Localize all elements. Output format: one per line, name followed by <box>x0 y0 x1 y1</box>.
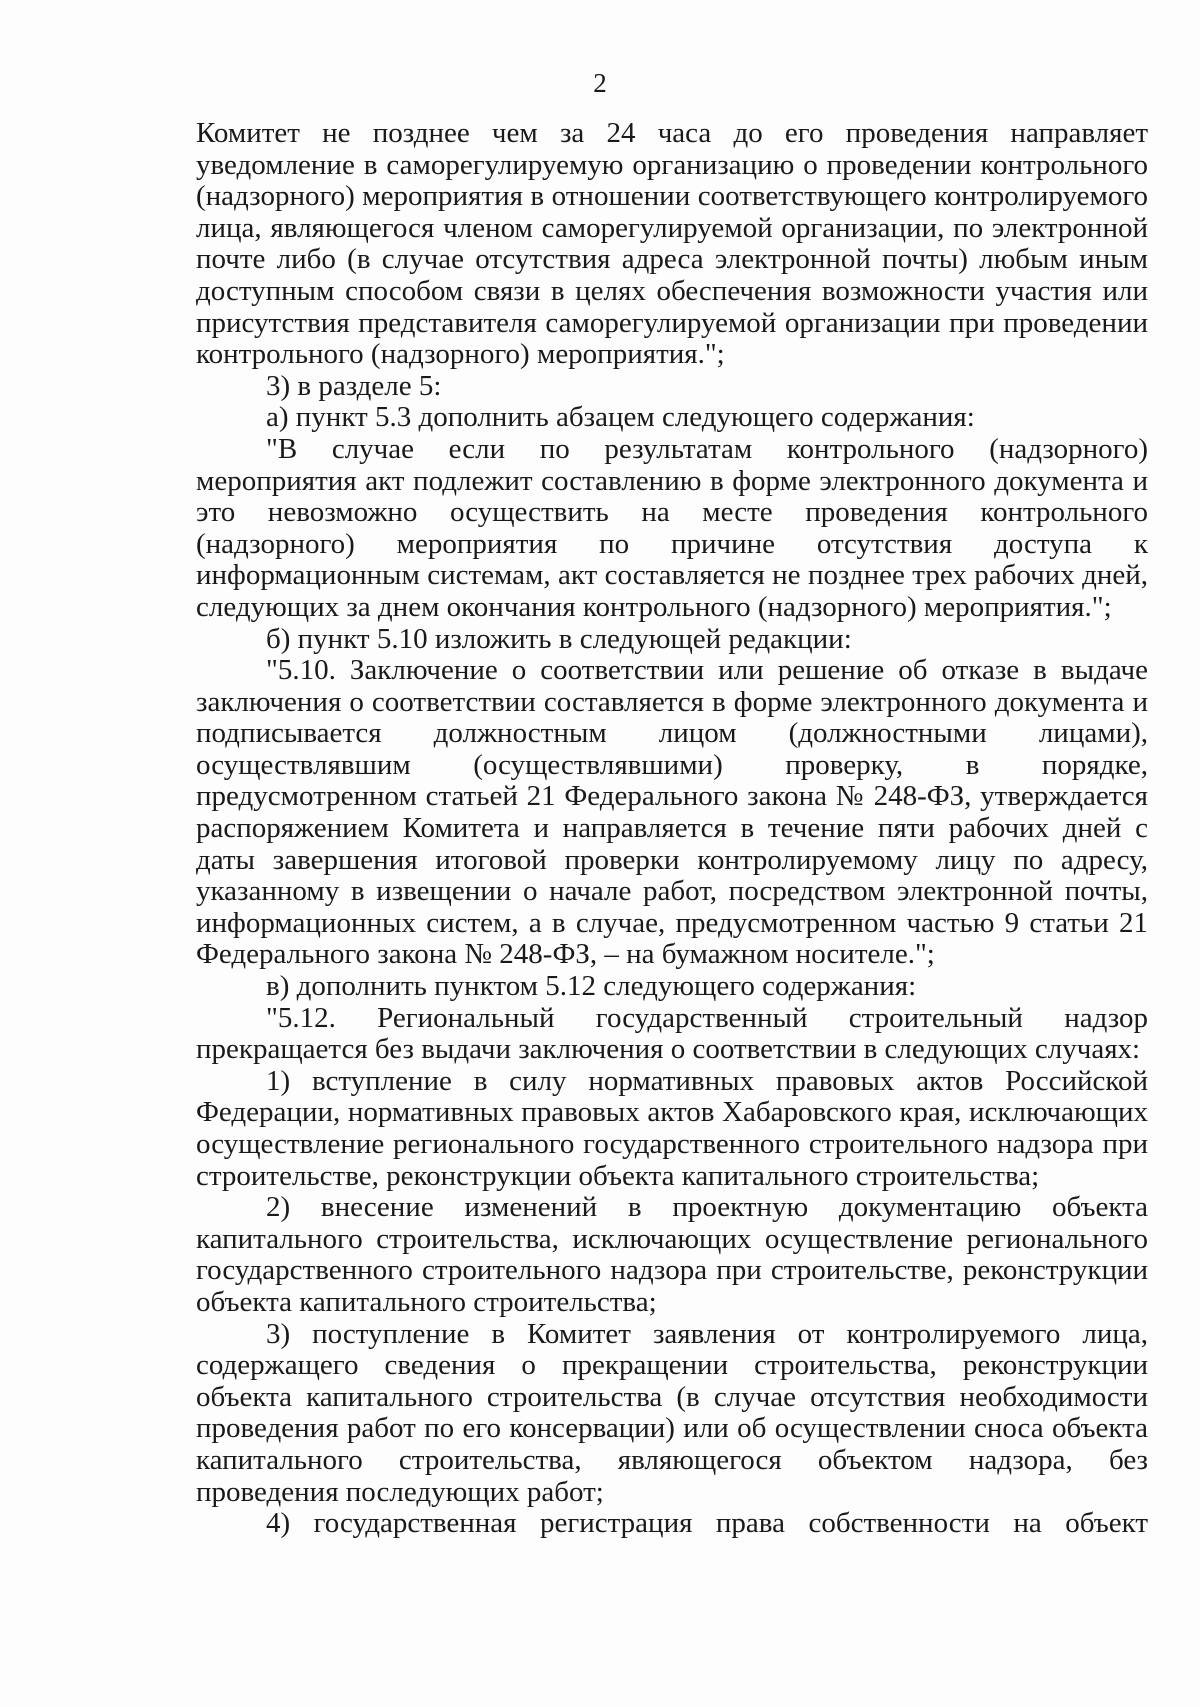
paragraph-item-5-3: а) пункт 5.3 дополнить абзацем следующего содержания: <box>266 401 975 434</box>
paragraph-notification: Комитет не позднее чем за 24 часа до его проведения направляет уведомление в саморегулируемую организацию о проведении контрольного (надзорного) мероприятия в отношении соответствующего контролируемого лица, являющегося членом саморегулируемой организации, по электронной почте либо (в случае отсутствия адреса электронной почты) любым иным доступным способом связи в целях обеспечения возможности участия или присутствия представителя саморегулируемой организации при проведении контрольного (надзорного) мероприятия."; <box>196 117 1148 371</box>
paragraph-case-1: 1) вступление в силу нормативных правовых актов Российской Федерации, нормативных правовых актов Хабаровского края, исключающих осуществление регионального государственного строительного надзора при строительстве, реконструкции объекта капитального строительства; <box>196 1064 1148 1192</box>
paragraph-item-5-12-text: "5.12. Региональный государственный строительный надзор прекращается без выдачи заключения о соответствии в следующих случаях: <box>196 1001 1148 1066</box>
paragraph-item-5-10-text: "5.10. Заключение о соответствии или решение об отказе в выдаче заключения о соответствии составляется в форме электронного документа и подписывается должностным лицом (должностными лицами), осуществлявшим (осуществлявшими) проверку, в порядке, предусмотренном статьей 21 Федерального закона № 248-ФЗ, утверждается распоряжением Комитета и направляется в течение пяти рабочих дней с даты завершения итоговой проверки контролируемому лицу по адресу, указанному в извещении о начале работ, посредством электронной почты, информационных систем, а в случае, предусмотренном частью 9 статьи 21 Федерального закона № 248-ФЗ, – на бумажном носителе."; <box>196 654 1148 971</box>
paragraph-item-5-12: в) дополнить пунктом 5.12 следующего содержания: <box>266 970 917 1003</box>
document-body <box>196 118 1148 1540</box>
page-number: 2 <box>593 68 607 98</box>
paragraph-item-5-3-text: "В случае если по результатам контрольного (надзорного) мероприятия акт подлежит составлению в форме электронного документа и это невозможно осуществить на месте проведения контрольного (надзорного) мероприятия по причине отсутствия доступа к информационным системам, акт составляется не позднее трех рабочих дней, следующих за днем окончания контрольного (надзорного) мероприятия."; <box>196 432 1148 623</box>
paragraph-section-5: 3) в разделе 5: <box>266 369 442 402</box>
paragraph-case-4: 4) государственная регистрация права собственности на объект <box>266 1507 1148 1540</box>
paragraph-case-3: 3) поступление в Комитет заявления от контролируемого лица, содержащего сведения о прекращении строительства, реконструкции объекта капитального строительства (в случае отсутствия необходимости проведения работ по его консервации) или об осуществлении сноса объекта капитального строительства, являющегося объектом надзора, без проведения последующих работ; <box>196 1317 1148 1508</box>
paragraph-case-2: 2) внесение изменений в проектную документацию объекта капитального строительства, исключающих осуществление регионального государственного строительного надзора при строительстве, реконструкции объекта капитального строительства; <box>196 1191 1148 1318</box>
paragraph-item-5-10: б) пункт 5.10 изложить в следующей редакции: <box>266 622 852 655</box>
